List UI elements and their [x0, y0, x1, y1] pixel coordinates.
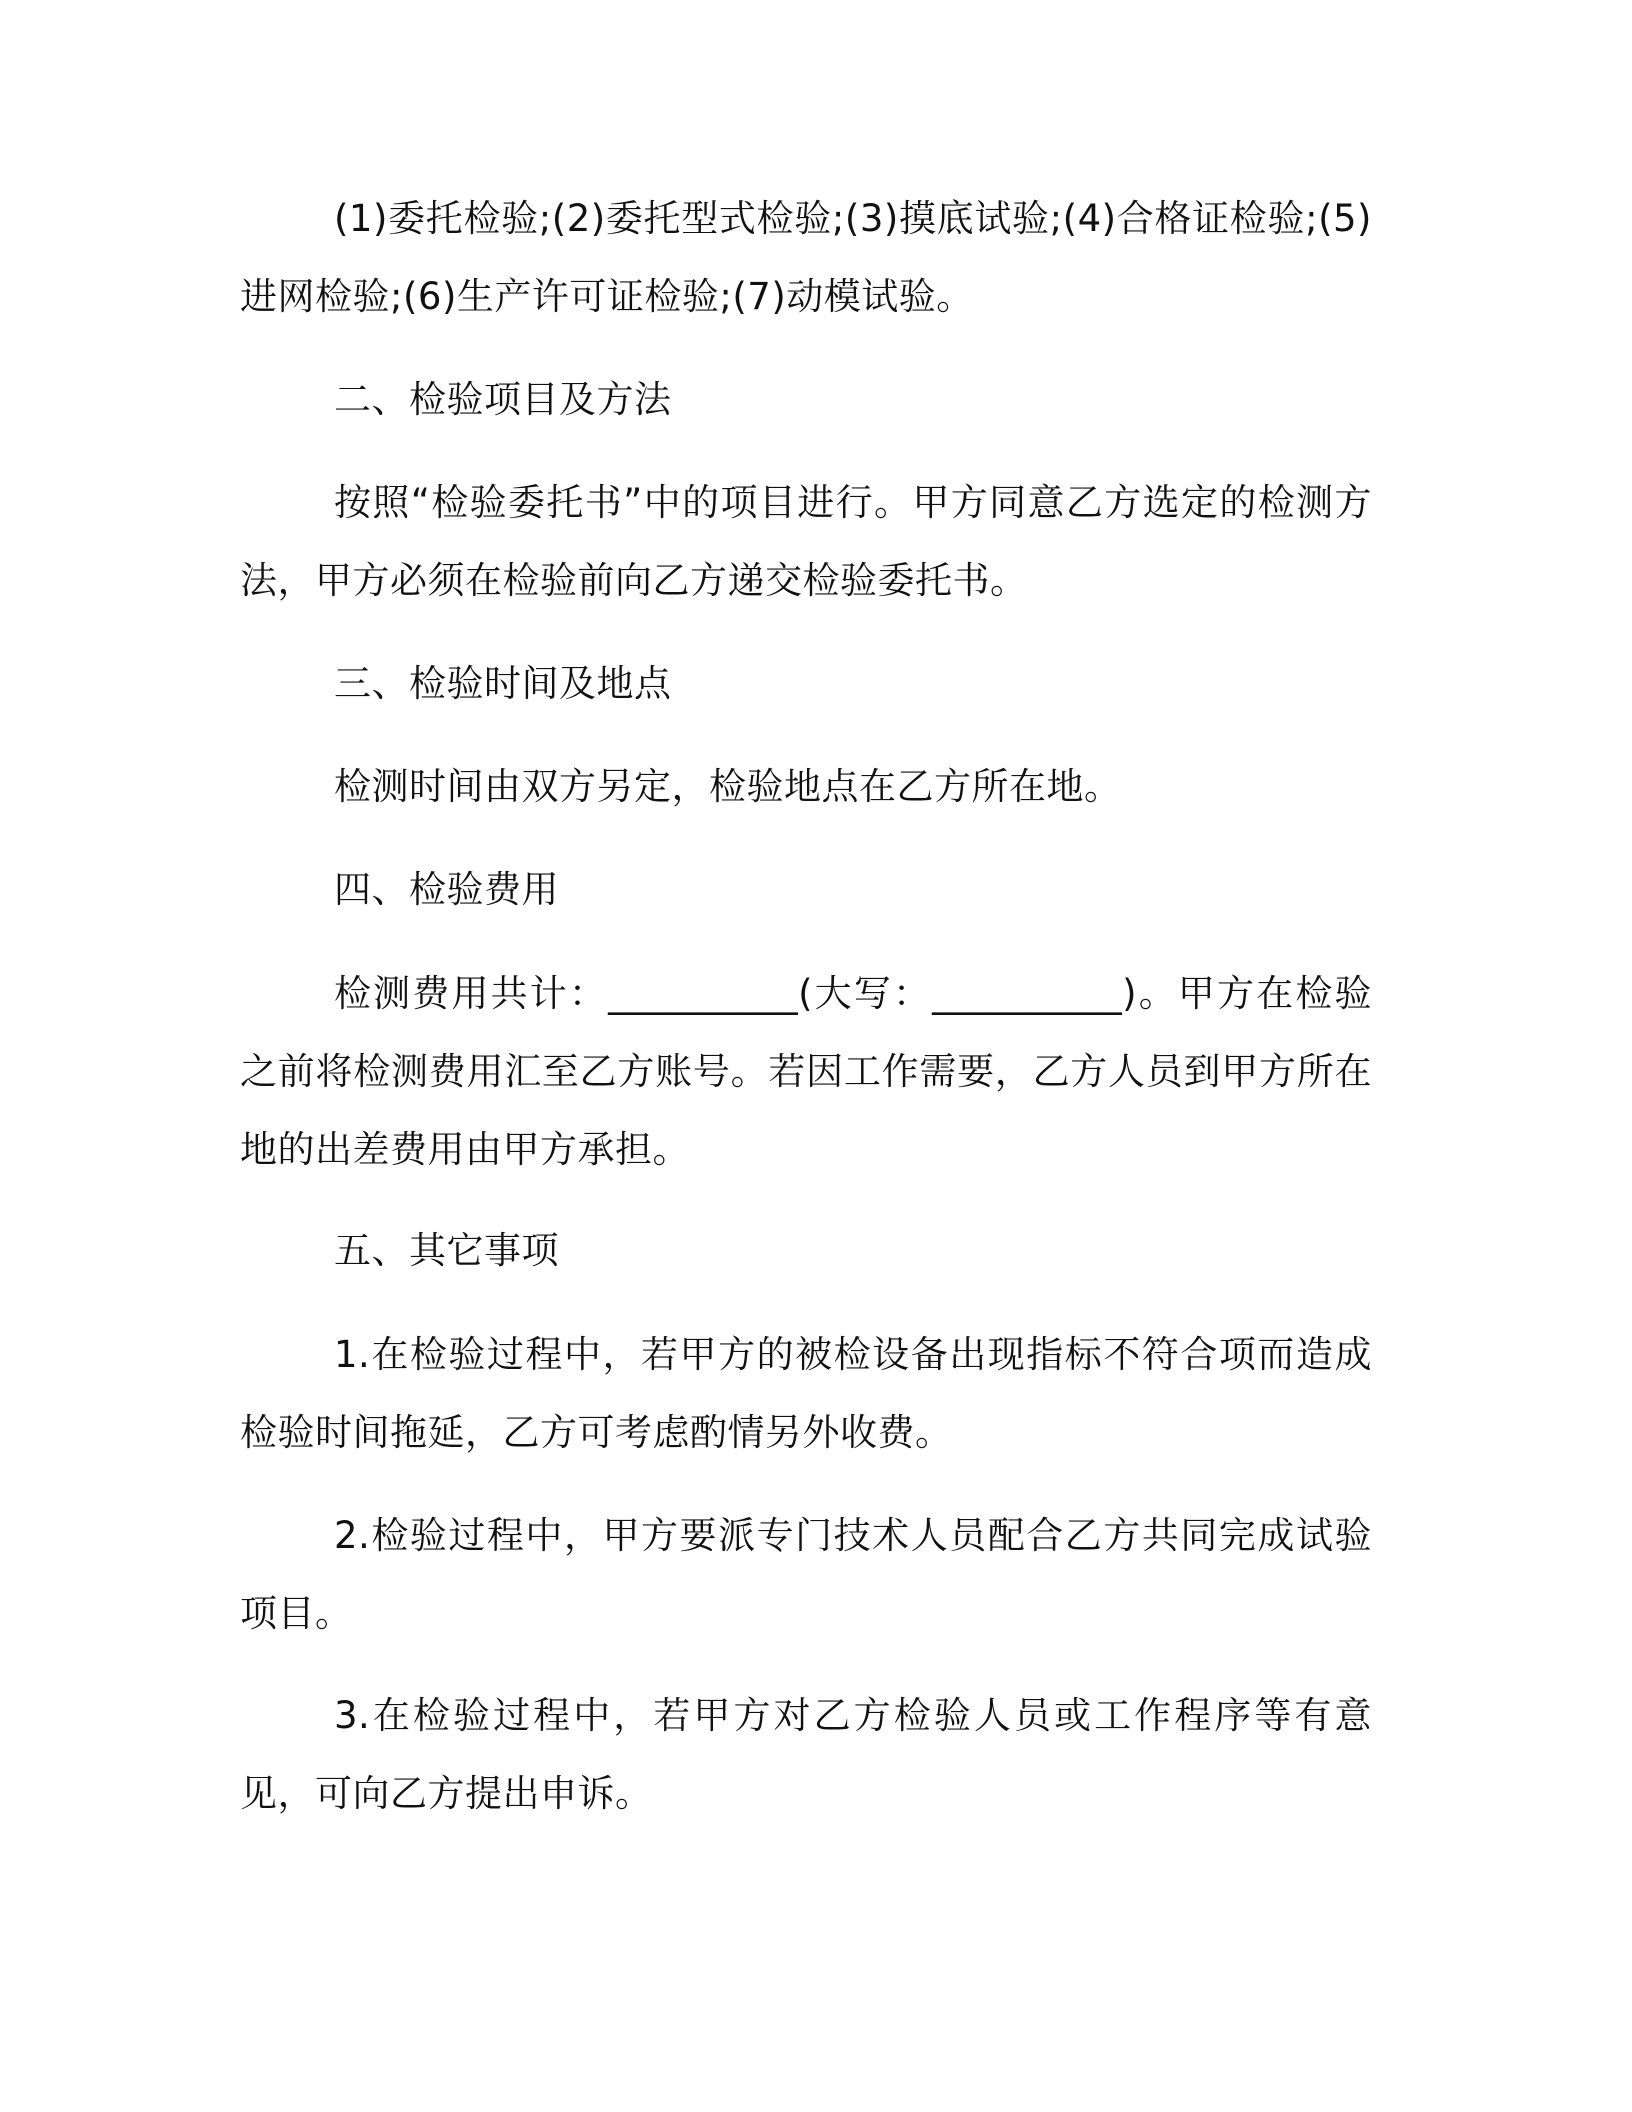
items-methods-paragraph: 按照“检验委托书”中的项目进行。甲方同意乙方选定的检测方法，甲方必须在检验前向乙方递交检验委托书。 — [240, 481, 1372, 602]
fees-paragraph: 检测费用共计：__________(大写：__________)。甲方在检验之前将检测费用汇至乙方账号。若因工作需要，乙方人员到甲方所在地的出差费用由甲方承担。 — [240, 972, 1372, 1171]
section-heading-fees: 四、检验费用 — [334, 868, 559, 911]
section-heading-items-methods: 二、检验项目及方法 — [334, 378, 672, 421]
time-place-paragraph: 检测时间由双方另定，检验地点在乙方所在地。 — [334, 765, 1122, 808]
section-heading-time-place: 三、检验时间及地点 — [334, 662, 672, 705]
section-heading-other-matters: 五、其它事项 — [334, 1229, 559, 1272]
other-matters-item-3: 3.在检验过程中，若甲方对乙方检验人员或工作程序等有意见，可向乙方提出申诉。 — [240, 1694, 1372, 1815]
other-matters-item-1: 1.在检验过程中，若甲方的被检设备出现指标不符合项而造成检验时间拖延，乙方可考虑酌情另外收费。 — [240, 1333, 1372, 1454]
other-matters-item-2: 2.检验过程中，甲方要派专门技术人员配合乙方共同完成试验项目。 — [240, 1514, 1372, 1635]
inspection-types-paragraph: (1)委托检验;(2)委托型式检验;(3)摸底试验;(4)合格证检验;(5)进网检验;(6)生产许可证检验;(7)动模试验。 — [240, 197, 1372, 318]
